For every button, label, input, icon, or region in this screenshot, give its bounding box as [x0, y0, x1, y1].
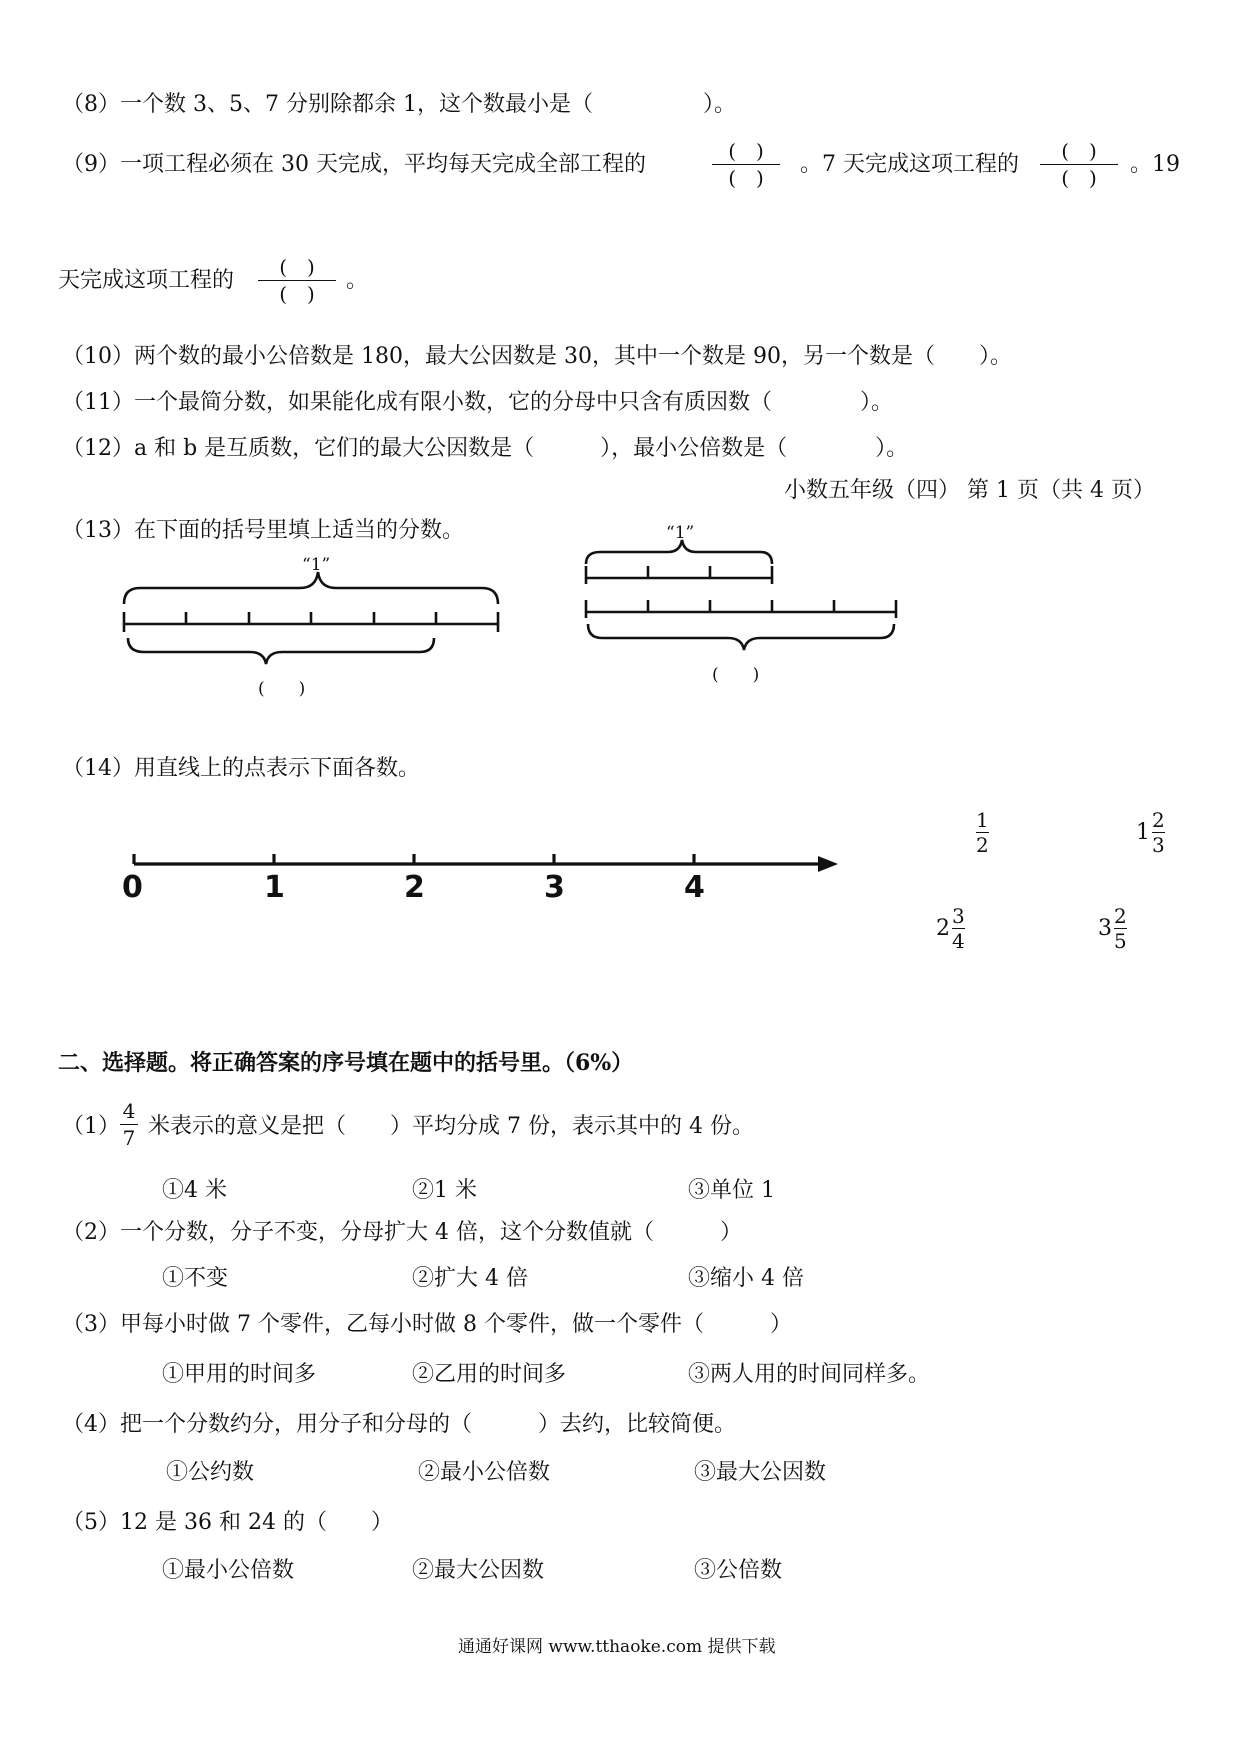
question-9-part1: （9）一项工程必须在 30 天完成，平均每天完成全部工程的	[62, 152, 646, 177]
choice-3-option-1[interactable]: ①甲用的时间多	[162, 1362, 317, 1387]
axis-label-4: 4	[684, 870, 705, 905]
unit-label-left: “1”	[302, 555, 331, 575]
choice-2-option-1[interactable]: ①不变	[162, 1266, 229, 1291]
axis-label-2: 2	[404, 870, 425, 905]
choice-1-option-2[interactable]: ②1 米	[412, 1178, 477, 1203]
question-9-part2: 。7 天完成这项工程的	[800, 152, 1019, 177]
axis-label-3: 3	[544, 870, 565, 905]
number-two-and-three-fourths: 2 3 4	[936, 904, 965, 953]
choice-2-text: （2）一个分数，分子不变，分母扩大 4 倍，这个分数值就（ ）	[62, 1220, 742, 1245]
choice-5-text: （5）12 是 36 和 24 的（ ）	[62, 1510, 393, 1535]
choice-3-option-3[interactable]: ③两人用的时间同样多。	[688, 1362, 931, 1387]
numerator-blank: ( )	[1061, 139, 1097, 163]
answer-blank-left[interactable]: ( )	[258, 679, 306, 699]
number-one-half: 1 2	[976, 808, 989, 857]
question-13: （13）在下面的括号里填上适当的分数。	[62, 518, 464, 543]
answer-blank-right[interactable]: ( )	[712, 665, 760, 685]
denominator-blank: ( )	[279, 282, 315, 306]
section-2-title: 二、选择题。将正确答案的序号填在题中的括号里。（6%）	[58, 1050, 634, 1076]
choice-5-option-3[interactable]: ③公倍数	[694, 1558, 783, 1583]
denominator-blank: ( )	[1061, 166, 1097, 190]
choice-1-option-3[interactable]: ③单位 1	[688, 1178, 775, 1203]
choice-1-option-1[interactable]: ①4 米	[162, 1178, 227, 1203]
numerator-blank: ( )	[728, 139, 764, 163]
axis-label-0: 0	[122, 870, 143, 905]
unit-label-right: “1”	[666, 523, 695, 543]
choice-3-option-2[interactable]: ②乙用的时间多	[412, 1362, 567, 1387]
denominator-blank: ( )	[728, 166, 764, 190]
choice-1-prefix: （1）	[62, 1114, 120, 1139]
choice-4-text: （4）把一个分数约分，用分子和分母的（ ）去约，比较简便。	[62, 1412, 736, 1437]
choice-2-option-3[interactable]: ③缩小 4 倍	[688, 1266, 804, 1291]
question-11: （11）一个最简分数，如果能化成有限小数，它的分母中只含有质因数（ ）。	[62, 390, 893, 415]
question-9-part4: 天完成这项工程的	[58, 268, 235, 293]
question-10: （10）两个数的最小公倍数是 180，最大公因数是 30，其中一个数是 90，另一个数是（ ）。	[62, 344, 1012, 369]
page-footer-label: 小数五年级（四） 第 1 页（共 4 页）	[784, 478, 1155, 503]
choice-2-option-2[interactable]: ②扩大 4 倍	[412, 1266, 528, 1291]
fraction-four-sevenths: 4 7	[120, 1098, 138, 1151]
choice-5-option-1[interactable]: ①最小公倍数	[162, 1558, 295, 1583]
choice-3-text: （3）甲每小时做 7 个零件，乙每小时做 8 个零件，做一个零件（ ）	[62, 1312, 792, 1337]
question-9-part3: 。19	[1130, 152, 1180, 177]
arrow-head-icon	[818, 856, 838, 872]
choice-5-option-2[interactable]: ②最大公因数	[412, 1558, 545, 1583]
question-9-part5: 。	[346, 268, 369, 293]
number-one-and-two-thirds: 1 2 3	[1136, 808, 1165, 857]
question-8: （8）一个数 3、5、7 分别除都余 1，这个数最小是（ ）。	[62, 92, 736, 117]
axis-label-1: 1	[264, 870, 285, 905]
question-14: （14）用直线上的点表示下面各数。	[62, 756, 420, 781]
choice-1-text: 米表示的意义是把（ ）平均分成 7 份，表示其中的 4 份。	[148, 1114, 754, 1139]
question-12: （12）a 和 b 是互质数，它们的最大公因数是（ ），最小公倍数是（ ）。	[62, 436, 909, 461]
choice-4-option-3[interactable]: ③最大公因数	[694, 1460, 827, 1485]
footer-source: 通通好课网 www.tthaoke.com 提供下载	[458, 1637, 776, 1657]
choice-4-option-1[interactable]: ①公约数	[166, 1460, 255, 1485]
choice-4-option-2[interactable]: ②最小公倍数	[418, 1460, 551, 1485]
numerator-blank: ( )	[279, 255, 315, 279]
number-three-and-two-fifths: 3 2 5	[1098, 904, 1127, 953]
